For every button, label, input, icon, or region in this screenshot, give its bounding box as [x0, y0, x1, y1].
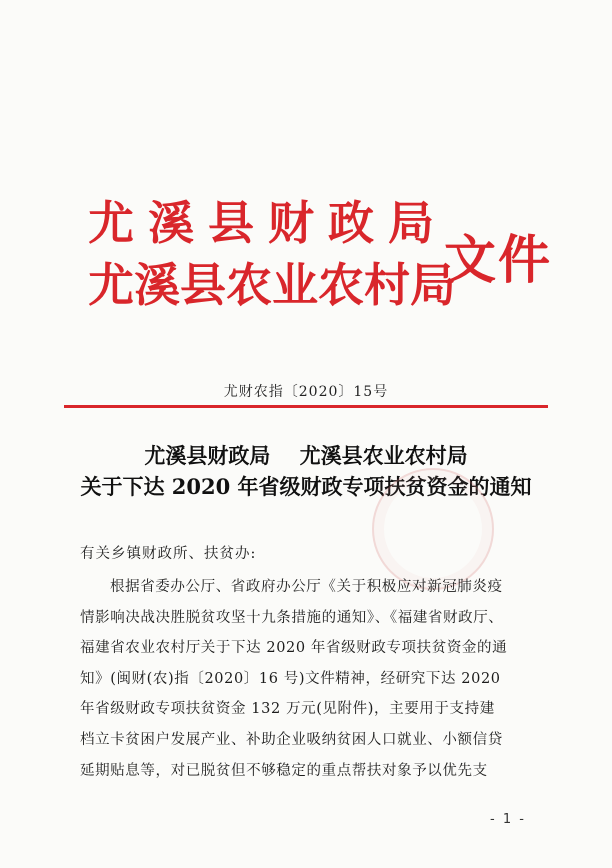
letterhead-orgs — [88, 192, 456, 316]
document-number: 尤财农指〔2020〕15号 — [223, 384, 389, 400]
page-number: - 1 - — [490, 812, 526, 827]
body-line: 延期贴息等，对已脱贫但不够稳定的重点帮扶对象予以优先支 — [80, 762, 488, 779]
body-line: 档立卡贫困户发展产业、补助企业吸纳贫困人口就业、小额信贷 — [80, 731, 503, 748]
salutation: 有关乡镇财政所、扶贫办: — [80, 546, 257, 562]
title-line-2: 关于下达 2020 年省级财政专项扶贫资金的通知 — [80, 474, 532, 499]
letterhead-org-finance: 尤溪县财政局 — [88, 196, 448, 250]
body-line: 根据省委办公厅、省政府办公厅《关于积极应对新冠肺炎疫 — [110, 579, 503, 595]
body-line: 年省级财政专项扶贫资金 132 万元(见附件)，主要用于支持建 — [80, 701, 495, 718]
red-separator-line — [64, 405, 548, 408]
letterhead-org-agriculture: 尤溪县农业农村局 — [88, 258, 456, 312]
body-line: 情影响决战决胜脱贫攻坚十九条措施的通知》、《福建省财政厅、 — [80, 609, 504, 626]
body-text — [80, 572, 538, 786]
document-title — [0, 440, 612, 502]
body-line: 知》(闽财(农)指〔2020〕16 号)文件精神，经研究下达 2020 — [80, 670, 501, 687]
body-line: 福建省农业农村厅关于下达 2020 年省级财政专项扶贫资金的通 — [80, 640, 508, 657]
letterhead-wenjian: 文件 — [444, 230, 553, 291]
title-line-1: 尤溪县财政局 尤溪县农业农村局 — [144, 443, 468, 468]
